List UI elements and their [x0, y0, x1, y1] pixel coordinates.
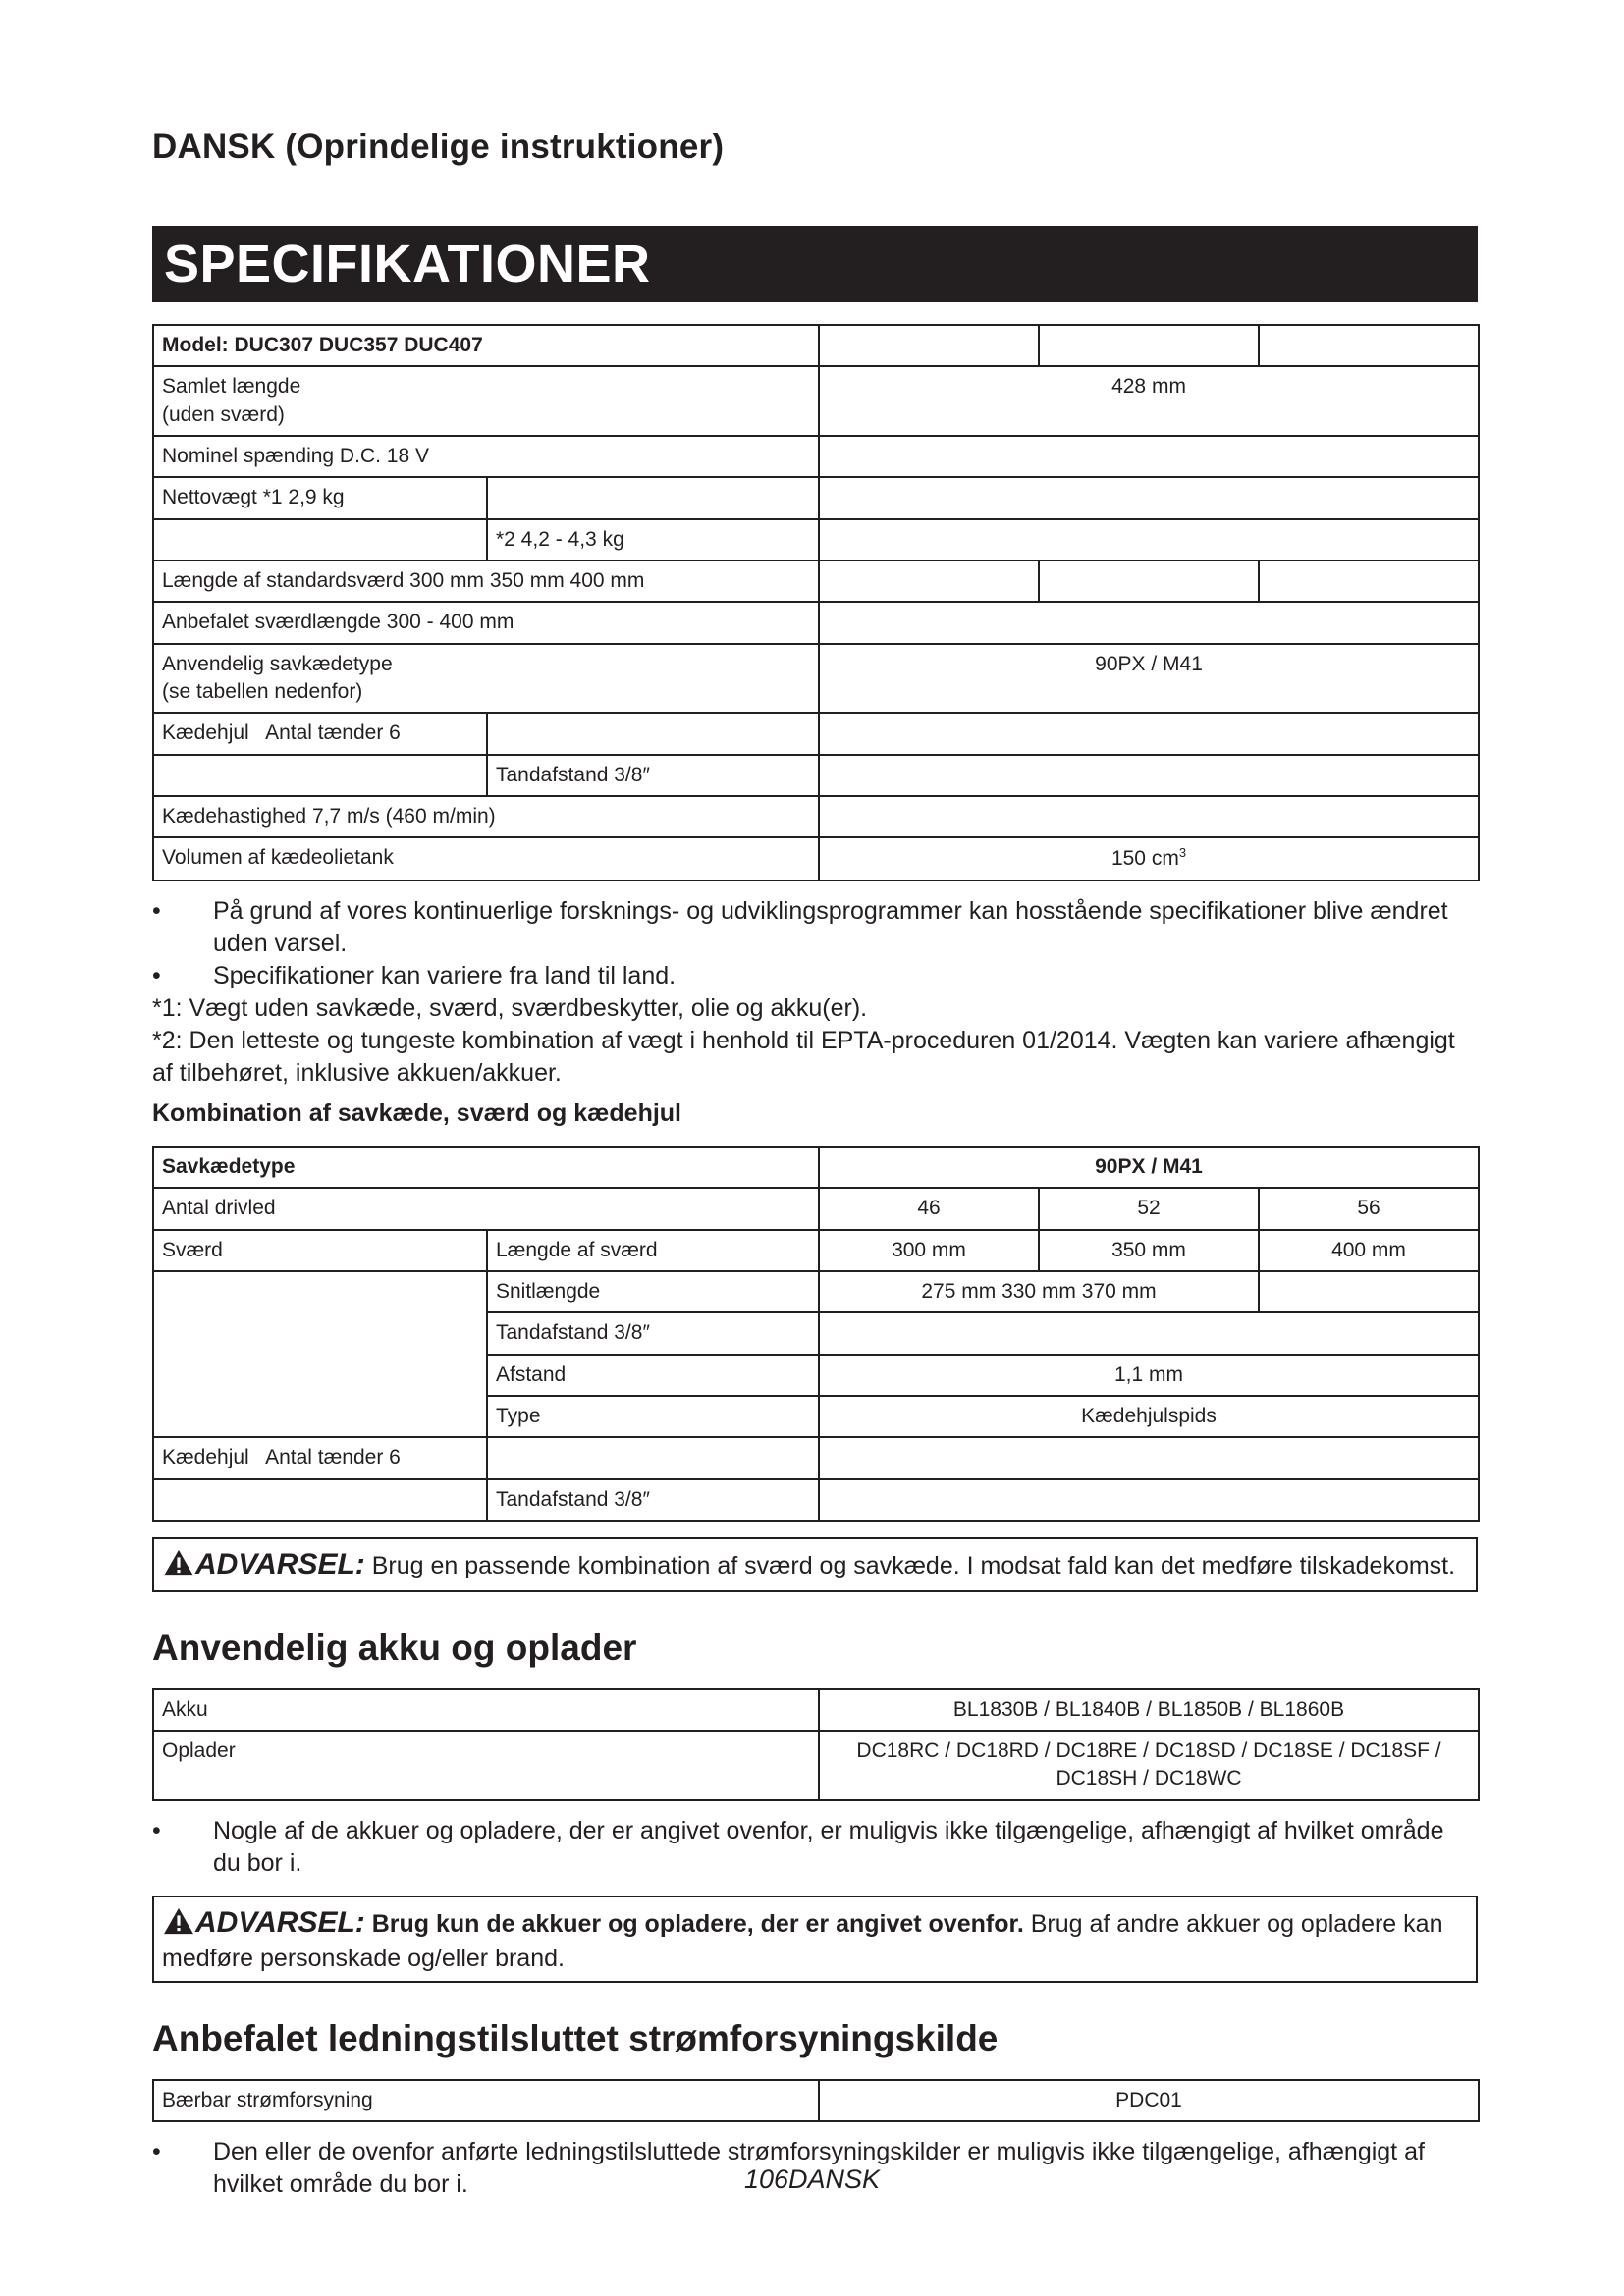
- power-label: Bærbar strømforsyning: [153, 2080, 819, 2121]
- chain-type-value: 90PX / M41: [819, 644, 1479, 714]
- warning-bold-text: Brug kun de akkuer og opladere, der er angivet ovenfor.: [364, 1909, 1024, 1938]
- net-weight-2: *2 4,2 - 4,3 kg: [487, 519, 819, 561]
- sprocket-pitch: Tandafstand 3/8″: [487, 755, 819, 796]
- akku-label: Akku: [153, 1689, 819, 1731]
- drive-links-value: 46: [819, 1188, 1039, 1229]
- manual-page: [152, 128, 1478, 2201]
- sprocket-pitch: Tandafstand 3/8″: [487, 1479, 819, 1521]
- spec-table: [152, 324, 1480, 881]
- total-length-value: 428 mm: [819, 366, 1479, 436]
- drive-links-value: 56: [1259, 1188, 1479, 1229]
- specifications-banner: SPECIFIKATIONER: [152, 226, 1478, 302]
- warning-triangle-icon: [162, 1549, 195, 1576]
- page-footer: 106DANSK: [743, 2164, 881, 2194]
- net-weight-1: Nettovægt *1 2,9 kg: [153, 477, 487, 518]
- note-bullet: • På grund af vores kontinuerlige forsknings- og udviklingsprogrammer kan hosstående specifikationer blive ændret uden varsel.: [152, 896, 1448, 957]
- combination-title: Kombination af savkæde, sværd og kædehjul: [152, 1098, 682, 1127]
- chain-type-value: 90PX / M41: [819, 1147, 1479, 1188]
- power-heading: Anbefalet ledningstilsluttet strømforsyningskilde: [152, 2017, 999, 2058]
- voltage-cell: Nominel spænding D.C. 18 V: [153, 436, 819, 477]
- spec-notes: [152, 895, 1478, 1090]
- chain-type-label: Anvendelig savkædetype (se tabellen nedenfor): [153, 644, 819, 714]
- oil-tank-value: 150 $cm^3$: [819, 837, 1479, 880]
- cut-length-values: 275 mm 330 mm 370 mm: [819, 1271, 1259, 1312]
- bar-length-value: 350 mm: [1039, 1230, 1259, 1271]
- power-note: • Den eller de ovenfor anførte ledningstilsluttede strømforsyningskilder er muligvis ikke tilgængelige, afhængigt af hvilket område du bor i.: [152, 2138, 1425, 2199]
- power-value: PDC01: [819, 2080, 1479, 2121]
- footnote-1: *1: Vægt uden savkæde, sværd, sværdbeskytter, olie og akku(er).: [152, 993, 868, 1022]
- total-length-label: Samlet længde (uden sværd): [153, 366, 819, 436]
- oil-tank-label: Volumen af kædeolietank: [153, 837, 819, 880]
- footnote-2: *2: Den letteste og tungeste kombination af vægt i henhold til EPTA-proceduren 01/2014. Vægten kan variere afhængigt af tilbehøret, inklusive akkuen/akkuer.: [152, 1026, 1455, 1087]
- drive-links-value: 52: [1039, 1188, 1259, 1229]
- warning-box: [152, 1896, 1478, 1983]
- bar-label: Sværd: [153, 1230, 487, 1271]
- power-table: [152, 2079, 1480, 2122]
- combination-table: [152, 1146, 1480, 1522]
- note-bullet: • Specifikationer kan variere fra land til land.: [152, 961, 677, 989]
- chain-type-label: Savkædetype: [153, 1147, 819, 1188]
- warning-text: Brug af andre akkuer og opladere kan medføre personskade og/eller brand.: [162, 1909, 1443, 1972]
- language-title: DANSK (Oprindelige instruktioner): [152, 128, 725, 166]
- battery-heading: Anvendelig akku og oplader: [152, 1627, 637, 1668]
- drive-links-label: Antal drivled: [153, 1188, 819, 1229]
- warning-label: ADVARSEL:: [195, 1905, 365, 1939]
- gauge-label: Afstand: [487, 1355, 819, 1396]
- akku-value: BL1830B / BL1840B / BL1850B / BL1860B: [819, 1689, 1479, 1731]
- warning-box: [152, 1537, 1478, 1592]
- sprocket-label: Kædehjul Antal tænder 6: [153, 1437, 487, 1478]
- chain-speed: Kædehastighed 7,7 m/s (460 m/min): [153, 796, 819, 837]
- cut-length-label: Snitlængde: [487, 1271, 819, 1312]
- warning-text: Brug en passende kombination af sværd og savkæde. I modsat fald kan det medføre tilskadekomst.: [364, 1551, 1456, 1579]
- sprocket-teeth: Kædehjul Antal tænder 6: [153, 713, 487, 754]
- charger-label: Oplader: [153, 1731, 819, 1800]
- bar-length-label: Længde af sværd: [487, 1230, 819, 1271]
- warning-label: ADVARSEL:: [195, 1547, 365, 1580]
- std-bar-length: Længde af standardsværd 300 mm 350 mm 400 mm: [153, 561, 819, 602]
- type-value: Kædehjulspids: [819, 1396, 1479, 1437]
- bar-length-value: 300 mm: [819, 1230, 1039, 1271]
- recommended-bar: Anbefalet sværdlængde 300 - 400 mm: [153, 602, 819, 643]
- pitch-label: Tandafstand 3/8″: [487, 1312, 819, 1354]
- warning-triangle-icon: [162, 1907, 195, 1935]
- charger-value: DC18RC / DC18RD / DC18RE / DC18SD / DC18SE / DC18SF / DC18SH / DC18WC: [819, 1731, 1479, 1800]
- battery-table: [152, 1688, 1480, 1801]
- bar-length-value: 400 mm: [1259, 1230, 1479, 1271]
- gauge-value: 1,1 mm: [819, 1355, 1479, 1396]
- model-cell: Model: DUC307 DUC357 DUC407: [153, 325, 819, 366]
- type-label: Type: [487, 1396, 819, 1437]
- battery-note: • Nogle af de akkuer og opladere, der er angivet ovenfor, er muligvis ikke tilgængelige, afhængigt af hvilket område du bor i.: [152, 1816, 1444, 1877]
